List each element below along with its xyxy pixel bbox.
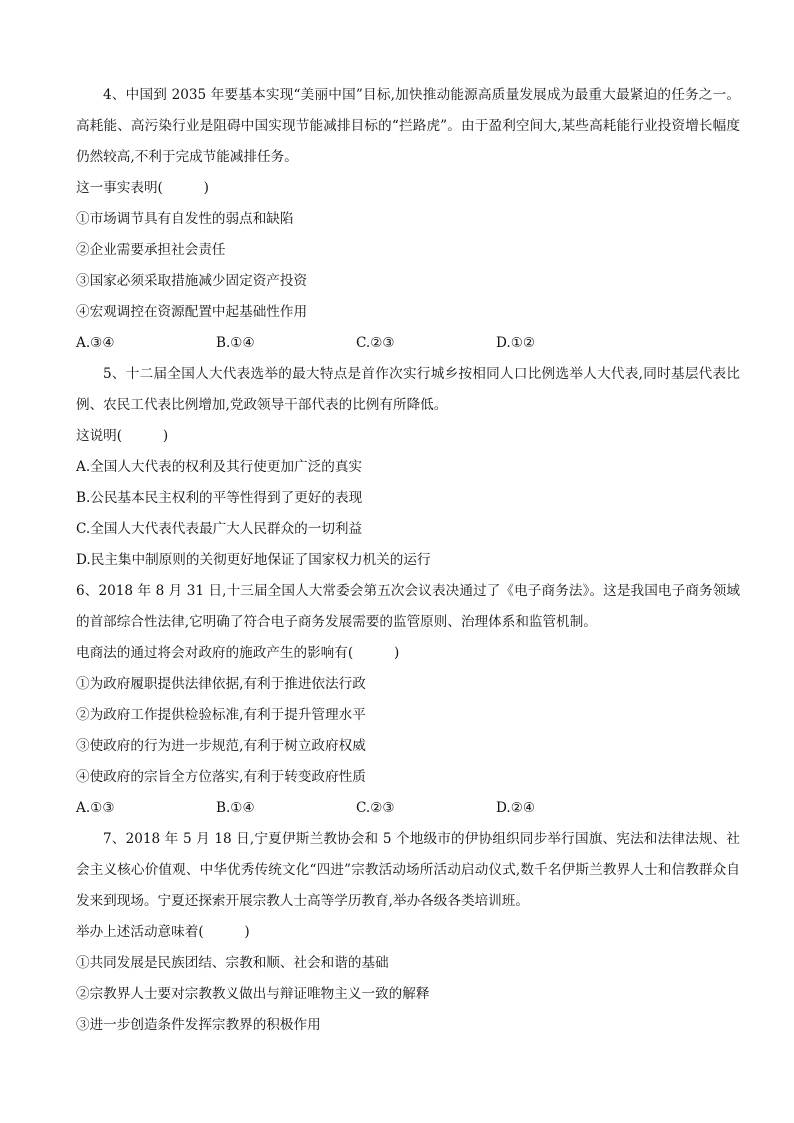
q6-option-c: C.②③ <box>356 800 395 816</box>
q4-options <box>76 328 740 359</box>
q5-stem: 5、十二届全国人大代表选举的最大特点是首作次实行城乡按相同人口比例选举人大代表,同时基层代表比例、农民工代表比例增加,党政领导干部代表的比例有所降低。 <box>76 366 740 413</box>
q5-option-d: D.民主集中制原则的关彻更好地保证了国家权力机关的运行 <box>76 552 431 568</box>
q4-option-b: B.①④ <box>216 335 255 351</box>
q6-option-a: A.①③ <box>76 800 115 816</box>
q5-prompt: 这说明( ) <box>76 428 169 444</box>
q7-statement-3: ③进一步创造条件发挥宗教界的积极作用 <box>76 1017 321 1033</box>
q4-stem: 4、中国到 2035 年要基本实现“美丽中国”目标,加快推动能源高质量发展成为最重大最紧迫的任务之一。高耗能、高污染行业是阻碍中国实现节能减排目标的“拦路虎”。由于盈利空间大,某些高耗能行业投资增长幅度仍然较高,不利于完成节能减排任务。 <box>76 87 740 165</box>
q6-statement-3: ③使政府的行为进一步规范,有利于树立政府权威 <box>76 738 366 754</box>
q7-stem: 7、2018 年 5 月 18 日,宁夏伊斯兰教协会和 5 个地级市的伊协组织同步举行国旗、宪法和法律法规、社会主义核心价值观、中华优秀传统文化“四进”宗教活动场所活动启动仪式,数千名伊斯兰教界人士和信教群众自发来到现场。宁夏还探索开展宗教人士高等学历教育,举办各级各类培训班。 <box>76 831 740 909</box>
q4-statement-4: ④宏观调控在资源配置中起基础性作用 <box>76 304 308 320</box>
q6-option-d: D.②④ <box>496 800 536 816</box>
q4-statement-2: ②企业需要承担社会责任 <box>76 242 226 258</box>
q7-statement-2: ②宗教界人士要对宗教教义做出与辩证唯物主义一致的解释 <box>76 986 430 1002</box>
q5-option-b: B.公民基本民主权利的平等性得到了更好的表现 <box>76 490 363 506</box>
q5-option-a: A.全国人大代表的权利及其行使更加广泛的真实 <box>76 459 363 475</box>
document-content <box>76 80 740 1041</box>
q6-statement-2: ②为政府工作提供检验标准,有利于提升管理水平 <box>76 707 366 723</box>
q7-prompt: 举办上述活动意味着( ) <box>76 924 250 940</box>
q4-statement-3: ③国家必须采取措施减少固定资产投资 <box>76 273 308 289</box>
q6-statement-4: ④使政府的宗旨全方位落实,有利于转变政府性质 <box>76 769 366 785</box>
q6-prompt: 电商法的通过将会对政府的施政产生的影响有( ) <box>76 645 400 661</box>
q7-statement-1: ①共同发展是民族团结、宗教和顺、社会和谐的基础 <box>76 955 389 971</box>
q4-option-a: A.③④ <box>76 335 115 351</box>
q6-option-b: B.①④ <box>216 800 255 816</box>
q4-option-c: C.②③ <box>356 335 395 351</box>
q4-option-d: D.①② <box>496 335 536 351</box>
q5-option-c: C.全国人大代表代表最广大人民群众的一切利益 <box>76 521 363 537</box>
q4-prompt: 这一事实表明( ) <box>76 180 209 196</box>
q6-options <box>76 793 740 824</box>
q4-statement-1: ①市场调节具有自发性的弱点和缺陷 <box>76 211 294 227</box>
q6-statement-1: ①为政府履职提供法律依据,有利于推进依法行政 <box>76 676 366 692</box>
q6-stem: 6、2018 年 8 月 31 日,十三届全国人大常委会第五次会议表决通过了《电子商务法》。这是我国电子商务领域的首部综合性法律,它明确了符合电子商务发展需要的监管原则、治理体系和监管机制。 <box>76 583 740 630</box>
